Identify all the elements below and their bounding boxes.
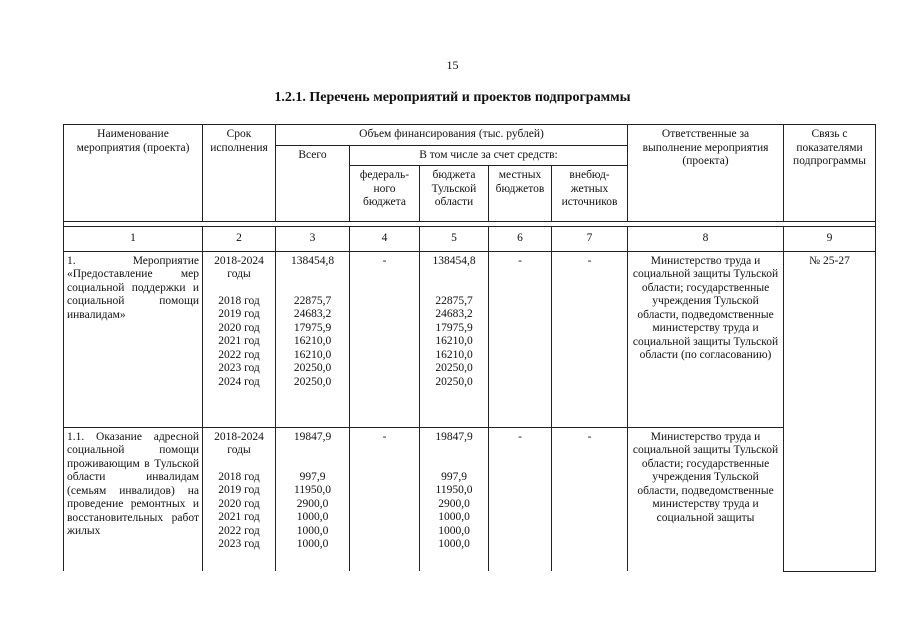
table-row — [64, 251, 876, 427]
header-name: Наименование мероприятия (проекта) — [64, 125, 203, 222]
measure-period: 2018-2024 годы 2018 год 2019 год 2020 год 2021 год 2022 год 2023 год — [203, 427, 276, 571]
page-number: 15 — [446, 58, 459, 72]
measure-regional: 138454,8 22875,7 24683,2 17975,9 16210,0 16210,0 20250,0 20250,0 — [420, 251, 489, 427]
column-number: 3 — [276, 227, 350, 252]
header-total: Всего — [276, 145, 350, 222]
column-number: 5 — [420, 227, 489, 252]
measure-responsible: Министерство труда и социальной защиты Тульской области; государственные учреждения Тульской области, подведомственные министерству труда и социальной защиты Тульской области (по согласованию) — [628, 251, 784, 427]
column-number: 8 — [628, 227, 784, 252]
table-row — [64, 427, 876, 571]
page-title: 1.2.1. Перечень мероприятий и проектов подпрограммы — [274, 90, 631, 105]
measure-local: - — [489, 427, 552, 571]
measure-regional: 19847,9 997,9 11950,0 2900,0 1000,0 1000,0 1000,0 — [420, 427, 489, 571]
measure-extrabudget: - — [552, 427, 628, 571]
column-number: 2 — [203, 227, 276, 252]
column-number: 1 — [64, 227, 203, 252]
measure-total: 138454,8 22875,7 24683,2 17975,9 16210,0 16210,0 20250,0 20250,0 — [276, 251, 350, 427]
column-number: 6 — [489, 227, 552, 252]
measure-federal: - — [350, 427, 420, 571]
measure-extrabudget: - — [552, 251, 628, 427]
measure-period: 2018-2024 годы 2018 год 2019 год 2020 год 2021 год 2022 год 2023 год 2024 год — [203, 251, 276, 427]
header-link: Связь с показателями подпрограммы — [784, 125, 876, 222]
column-number: 9 — [784, 227, 876, 252]
header-federal: федераль-ного бюджета — [350, 166, 420, 222]
measure-federal: - — [350, 251, 420, 427]
measures-table — [63, 124, 876, 572]
column-number: 4 — [350, 227, 420, 252]
measure-name: 1.1. Оказание адресной социальной помощи проживающим в Тульской области инвалидам (семьям инвалидов) на проведение ремонтных и восстановительных работ жилых — [64, 427, 203, 571]
measure-link: № 25-27 — [784, 251, 876, 571]
header-extrabudget: внебюд-жетных источников — [552, 166, 628, 222]
header-row-1 — [64, 125, 876, 146]
column-number: 7 — [552, 227, 628, 252]
header-including: В том числе за счет средств: — [350, 145, 628, 166]
header-term: Срок исполнения — [203, 125, 276, 222]
column-numbers-row — [64, 227, 876, 252]
header-responsible: Ответственные за выполнение мероприятия (проекта) — [628, 125, 784, 222]
header-financing: Объем финансирования (тыс. рублей) — [276, 125, 628, 146]
header-local: местных бюджетов — [489, 166, 552, 222]
measure-name: 1. Мероприятие «Предоставление мер социальной поддержки и социальной помощи инвалидам» — [64, 251, 203, 427]
measure-responsible: Министерство труда и социальной защиты Тульской области; государственные учреждения Тульской области, подведомственные министерству труда и социальной защиты — [628, 427, 784, 571]
measure-total: 19847,9 997,9 11950,0 2900,0 1000,0 1000,0 1000,0 — [276, 427, 350, 571]
measure-local: - — [489, 251, 552, 427]
header-regional: бюджета Тульской области — [420, 166, 489, 222]
